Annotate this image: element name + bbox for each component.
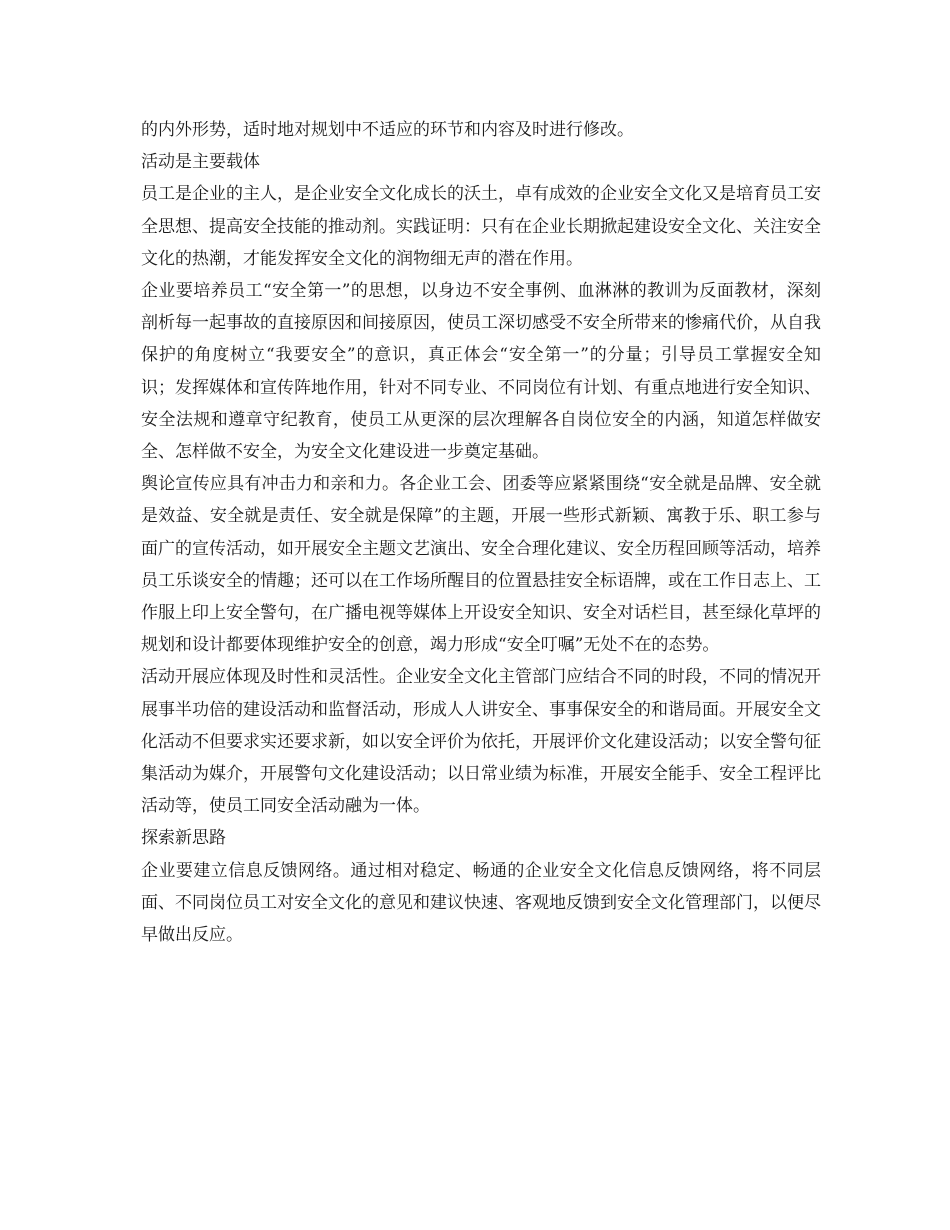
paragraph-feedback-network: 企业要建立信息反馈网络。通过相对稳定、畅通的企业安全文化信息反馈网络，将不同层面、不同岗位员工对安全文化的意见和建议快速、客观地反馈到安全文化管理部门，以便尽早做出反应。 bbox=[141, 860, 821, 946]
paragraph-safety-first: 企业要培养员工“安全第一”的思想，以身边不安全事例、血淋淋的教训为反面教材，深刻剖析每一起事故的直接原因和间接原因，使员工深切感受不安全所带来的惨痛代价，从自我保护的角度树立“我要安全”的意识，真正体会“安全第一”的分量；引导员工掌握安全知识；发挥媒体和宣传阵地作用，针对不同专业、不同岗位有计划、有重点地进行安全知识、安全法规和遵章守纪教育，使员工从更深的层次理解各自岗位安全的内涵，知道怎样做安全、怎样做不安全，为安全文化建设进一步奠定基础。 bbox=[141, 281, 821, 463]
paragraph-employees: 员工是企业的主人，是企业安全文化成长的沃土，卓有成效的企业安全文化又是培育员工安全思想、提高安全技能的推动剂。实践证明：只有在企业长期掀起建设安全文化、关注安全文化的热潮，才能发挥安全文化的润物细无声的潜在作用。 bbox=[141, 184, 821, 269]
section-heading-activities: 活动是主要载体 bbox=[141, 152, 260, 173]
document-body bbox=[141, 114, 821, 951]
section-heading-new-ideas: 探索新思路 bbox=[141, 828, 226, 849]
paragraph-activity-timeliness: 活动开展应体现及时性和灵活性。企业安全文化主管部门应结合不同的时段，不同的情况开展事半功倍的建设活动和监督活动，形成人人讲安全、事事保安全的和谐局面。开展安全文化活动不但要求实还要求新，如以安全评价为依托，开展评价文化建设活动；以安全警句征集活动为媒介，开展警句文化建设活动；以日常业绩为标准，开展安全能手、安全工程评比活动等，使员工同安全活动融为一体。 bbox=[141, 667, 821, 817]
paragraph-continuation: 的内外形势，适时地对规划中不适应的环节和内容及时进行修改。 bbox=[141, 120, 634, 140]
paragraph-publicity: 舆论宣传应具有冲击力和亲和力。各企业工会、团委等应紧紧围绕“安全就是品牌、安全就是效益、安全就是责任、安全就是保障”的主题，开展一些形式新颖、寓教于乐、职工参与面广的宣传活动，如开展安全主题文艺演出、安全合理化建议、安全历程回顾等活动，培养员工乐谈安全的情趣；还可以在工作场所醒目的位置悬挂安全标语牌，或在工作日志上、工作服上印上安全警句，在广播电视等媒体上开设安全知识、安全对话栏目，甚至绿化草坪的规划和设计都要体现维护安全的创意，竭力形成“安全叮嘱”无处不在的态势。 bbox=[141, 474, 821, 656]
